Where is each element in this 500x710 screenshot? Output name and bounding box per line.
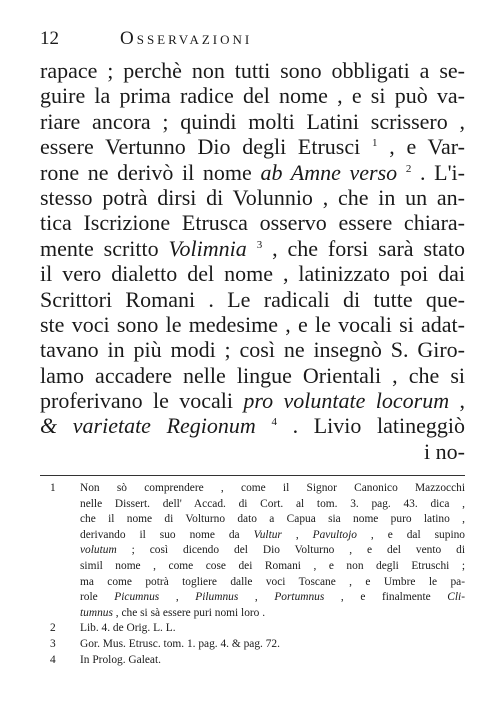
text-line <box>40 210 465 235</box>
text-run <box>397 160 406 185</box>
text-run: . L'i- <box>411 159 465 185</box>
italic-text: Cli- <box>447 591 465 604</box>
footnote-text <box>80 481 465 621</box>
footnote-number: 4 <box>50 653 56 666</box>
text-line <box>40 439 465 464</box>
footnote-text <box>80 621 465 637</box>
footnote-line <box>80 637 465 653</box>
italic-text: Portumnus <box>274 591 325 604</box>
footnote-ref: 3 <box>256 238 263 251</box>
footnote <box>40 481 465 621</box>
text-line <box>40 134 465 159</box>
text-line <box>40 160 465 185</box>
text-run: Gor. Mus. Etrusc. tom. 1. pag. 4. & pag. 72. <box>80 637 280 650</box>
footnote-line <box>80 512 465 528</box>
text-line <box>40 388 465 413</box>
footnote-ref: 2 <box>405 162 412 175</box>
main-text <box>40 58 465 464</box>
text-run: , <box>449 388 465 414</box>
text-run: ma come potrà togliere dalle voci Toscane , e Umbre le pa- <box>80 575 465 588</box>
italic-text: pro voluntate locorum <box>243 388 450 414</box>
text-line <box>40 58 465 83</box>
text-run: tavano in più modi ; così ne insegnò S. Giro- <box>40 337 465 363</box>
text-line <box>40 236 465 261</box>
text-line <box>40 413 465 438</box>
text-run: , <box>238 591 275 604</box>
text-run: proferivano le vocali <box>40 388 244 414</box>
text-run: tica Iscrizione Etrusca osservo essere chiara- <box>40 210 465 236</box>
italic-text: tumnus <box>80 606 113 619</box>
text-run: i no- <box>424 438 465 464</box>
text-run: essere Vertunno Dio degli Etrusci <box>40 134 372 160</box>
text-run: nelle Dissert. dell' Accad. di Cort. al tom. 3. pag. 43. dica , <box>80 497 465 510</box>
footnote-line <box>80 621 465 637</box>
footnote-line <box>80 559 465 575</box>
italic-text: Picumnus <box>114 591 160 604</box>
text-run: , e dal supino <box>356 528 465 541</box>
text-run <box>247 236 257 261</box>
italic-text: ab Amne verso <box>260 159 398 185</box>
text-run: guire la prima radice del nome , e si può va- <box>40 83 465 109</box>
text-run: il vero dialetto del nome , latinizzato poi dai <box>40 261 465 287</box>
text-run: Lib. 4. de Orig. L. L. <box>80 622 176 635</box>
text-line <box>40 185 465 210</box>
text-run: , <box>281 528 313 541</box>
footnote-line <box>80 497 465 513</box>
text-run: In Prolog. Galeat. <box>80 653 161 666</box>
footnote-line <box>80 543 465 559</box>
footnote-divider <box>40 475 465 476</box>
footnotes <box>40 481 465 668</box>
text-run: , che forsi sarà stato <box>262 235 466 261</box>
footnote-number: 1 <box>50 482 56 494</box>
footnote-text <box>80 653 465 669</box>
footnote <box>40 653 465 669</box>
text-run: lamo accadere nelle lingue Orientali , che si <box>40 362 465 388</box>
text-line <box>40 363 465 388</box>
footnote-number: 3 <box>50 637 56 650</box>
page-header <box>40 28 465 52</box>
footnote-number: 2 <box>50 622 56 635</box>
text-line <box>40 109 465 134</box>
footnote-line <box>80 575 465 591</box>
text-run: , <box>159 591 196 604</box>
text-run: , e Var- <box>377 134 465 160</box>
text-run: ; così dicendo del Dio Volturno , e del vento di <box>116 544 465 557</box>
text-run: rone ne derivò il nome <box>40 159 261 185</box>
text-run: Scrittori Romani . Le radicali di tutte que- <box>40 286 465 312</box>
text-run: derivando il suo nome da <box>80 528 254 541</box>
footnote-ref: 4 <box>271 416 277 429</box>
footnote <box>40 637 465 653</box>
running-head: Osservazioni <box>120 28 253 49</box>
footnote-text <box>80 637 465 653</box>
italic-text: & varietate Regionum <box>40 413 256 439</box>
italic-text: Pilumnus <box>195 591 239 604</box>
footnote-line <box>80 653 465 669</box>
footnote <box>40 621 465 637</box>
text-run: role <box>80 591 115 604</box>
italic-text: Vultur <box>253 528 282 541</box>
text-run <box>256 413 272 438</box>
text-line <box>40 337 465 362</box>
footnote-line <box>80 481 465 497</box>
text-line <box>40 287 465 312</box>
footnote-line <box>80 590 465 606</box>
text-run: che il nome di Volturno dato a Capua sia nome puro latino , <box>80 513 465 526</box>
page-number: 12 <box>40 28 59 49</box>
text-run: stesso potrà dirsi di Volunnio , che in un an- <box>40 184 465 210</box>
text-line <box>40 312 465 337</box>
italic-text: Volimnia <box>168 235 247 261</box>
text-run: , e finalmente <box>324 591 448 604</box>
text-run: mente scritto <box>40 235 169 261</box>
italic-text: volutum <box>80 544 117 557</box>
italic-text: Pavultojo <box>312 528 357 541</box>
footnote-line <box>80 606 465 622</box>
footnote-line <box>80 528 465 544</box>
text-run: rapace ; perchè non tutti sono obbligati a se- <box>40 58 465 83</box>
text-run: riare ancora ; quindi molti Latini scrissero , <box>40 108 465 134</box>
text-run: . Livio latineggiò <box>276 413 465 439</box>
text-line <box>40 261 465 286</box>
text-run: simil nome , come cose dei Romani , e non degli Etruschi ; <box>80 559 465 572</box>
footnote-ref: 1 <box>371 137 378 150</box>
text-run: , che si sà essere puri nomi loro . <box>112 606 266 619</box>
text-line <box>40 83 465 108</box>
text-run: ste voci sono le medesime , e le vocali si adat- <box>40 311 465 337</box>
text-run: Non sò comprendere , come il Signor Canonico Mazzocchi <box>80 482 465 494</box>
